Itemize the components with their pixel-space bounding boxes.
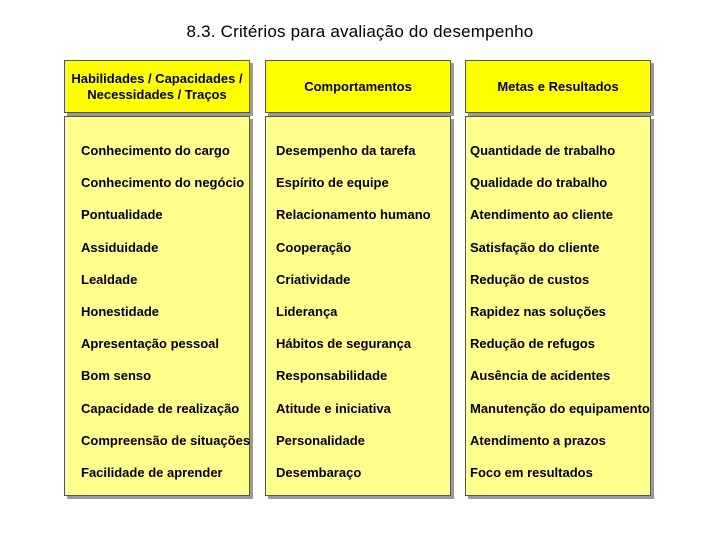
criterion-item-metas: Satisfação do cliente [470,239,600,255]
criterion-item-habilidades: Compreensão de situações [81,432,251,448]
criterion-item-comportamentos: Cooperação [276,239,352,255]
criterion-item-metas: Atendimento ao cliente [470,207,614,223]
criterion-item-comportamentos: Espírito de equipe [276,175,389,191]
criterion-item-metas: Qualidade do trabalho [470,175,608,191]
criterion-item-habilidades: Apresentação pessoal [81,336,220,352]
criterion-item-metas: Foco em resultados [470,465,593,480]
criterion-item-habilidades: Conhecimento do cargo [81,143,230,158]
criterion-item-habilidades: Lealdade [81,271,138,287]
criterion-item-metas: Manutenção do equipamento [470,400,650,416]
criterion-item-metas: Redução de custos [470,271,590,287]
column-header-comportamentos [265,60,451,113]
criterion-item-metas: Rapidez nas soluções [470,304,606,319]
criterion-item-comportamentos: Responsabilidade [276,368,388,384]
criterion-item-comportamentos: Relacionamento humano [276,207,431,223]
criterion-item-comportamentos: Personalidade [276,432,365,448]
criterion-item-habilidades: Pontualidade [81,207,163,223]
column-header-label: Comportamentos [304,78,412,94]
criterion-item-habilidades: Assiduidade [81,239,159,255]
criterion-item-comportamentos: Desembaraço [276,465,362,480]
criterion-item-metas: Redução de refugos [470,336,595,352]
criterion-item-habilidades: Honestidade [81,304,160,319]
criterion-item-metas: Quantidade de trabalho [470,143,616,158]
column-header-label: Metas e Resultados [497,78,619,94]
criterion-item-comportamentos: Atitude e iniciativa [276,400,391,416]
criterion-item-comportamentos: Desempenho da tarefa [276,143,416,158]
criterion-item-habilidades: Conhecimento do negócio [81,175,245,191]
criterion-item-comportamentos: Criatividade [276,271,351,287]
page-title: 8.3. Critérios para avaliação do desempenho [186,22,534,41]
criterion-item-habilidades: Facilidade de aprender [81,465,223,480]
criterion-item-habilidades: Capacidade de realização [81,400,240,416]
criterion-item-comportamentos: Hábitos de segurança [276,336,412,352]
criterion-item-metas: Atendimento a prazos [470,432,606,448]
column-header-label: Habilidades / Capacidades / Necessidades / Traços [71,70,243,102]
criterion-item-comportamentos: Liderança [276,304,338,319]
criterion-item-habilidades: Bom senso [81,368,152,384]
column-header-habilidades [64,60,250,113]
column-header-metas [465,60,651,113]
criterion-item-metas: Ausência de acidentes [470,368,611,384]
